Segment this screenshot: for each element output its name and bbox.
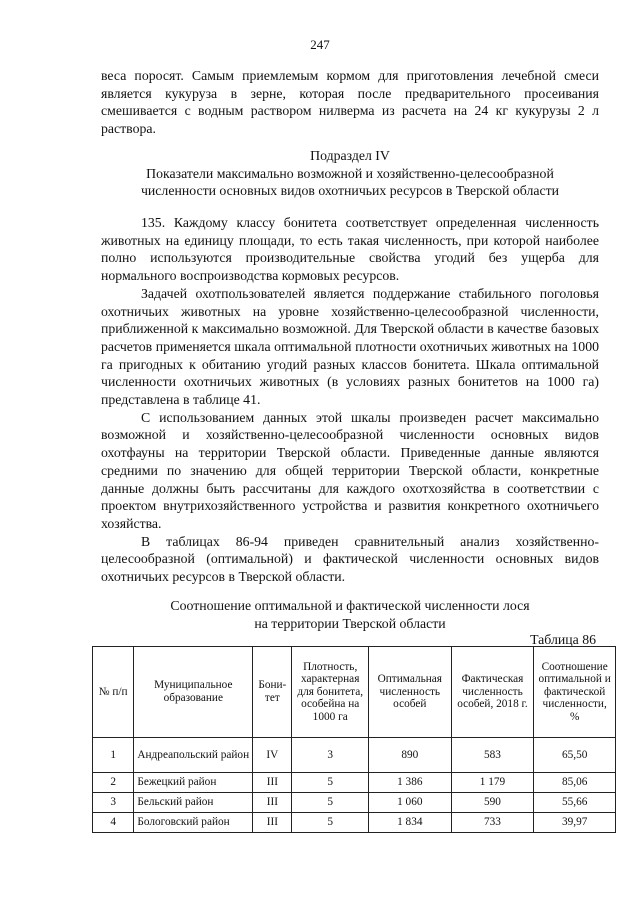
cell-bonitet: III xyxy=(253,813,292,833)
header-actual: Фактическая численность особей, 2018 г. xyxy=(451,647,534,738)
cell-actual: 590 xyxy=(451,793,534,813)
subsection-heading xyxy=(101,147,599,200)
header-number: № п/п xyxy=(93,647,134,738)
table-row xyxy=(93,793,616,813)
header-municipality: Муниципальное образование xyxy=(134,647,253,738)
cell-number: 3 xyxy=(93,793,134,813)
header-bonitet: Бони-тет xyxy=(253,647,292,738)
header-optimal: Оптимальная численность особей xyxy=(368,647,451,738)
subsection-subtitle-line1: Показатели максимально возможной и хозяйственно-целесообразной xyxy=(146,165,554,181)
table-label: Таблица 86 xyxy=(530,632,596,647)
cell-municipality: Андреапольский район xyxy=(134,738,253,773)
cell-municipality: Бельский район xyxy=(134,793,253,813)
table-row xyxy=(93,773,616,793)
cell-ratio: 39,97 xyxy=(534,813,616,833)
cell-bonitet: IV xyxy=(253,738,292,773)
paragraph-tables: В таблицах 86-94 приведен сравнительный анализ хозяйственно-целесообразной (оптимальной) и фактической численности основных видов охотничьих ресурсов в Тверской области. xyxy=(101,533,599,585)
header-density: Плотность, характерная для бонитета, особейна на 1000 га xyxy=(292,647,368,738)
cell-density: 5 xyxy=(292,773,368,793)
subsection-subtitle-line2: численности основных видов охотничьих ресурсов в Тверской области xyxy=(140,183,560,199)
table-caption-line1: Соотношение оптимальной и фактической численности лося xyxy=(170,598,530,613)
cell-optimal: 1 834 xyxy=(368,813,451,833)
body-text xyxy=(101,214,599,586)
subsection-title: Подраздел IV xyxy=(310,148,390,163)
cell-optimal: 1 060 xyxy=(368,793,451,813)
cell-municipality: Бежецкий район xyxy=(134,773,253,793)
cell-actual: 733 xyxy=(451,813,534,833)
cell-ratio: 85,06 xyxy=(534,773,616,793)
table-caption-line2: на территории Тверской области xyxy=(254,615,446,631)
cell-ratio: 65,50 xyxy=(534,738,616,773)
cell-actual: 1 179 xyxy=(451,773,534,793)
cell-optimal: 1 386 xyxy=(368,773,451,793)
paragraph-135: 135. Каждому классу бонитета соответствует определенная численность животных на единицу площади, то есть такая численность, при которой наиболее полно используются производительные свойства угодий без ущерба для нормального воспроизводства кормовых ресурсов. xyxy=(101,215,599,284)
table-row xyxy=(93,738,616,773)
intro-paragraph: веса поросят. Самым приемлемым кормом для приготовления лечебной смеси является кукуруза в зерне, которая после предварительного просеивания смешивается с водным раствором нилверма из расчета на 24 кг кукурузы 2 л раствора. xyxy=(101,68,599,137)
paragraph-scale: С использованием данных этой шкалы произведен расчет максимально возможной и хозяйственно-целесообразной численности основных видов охотфауны на территории Тверской области. Приведенные данные являются средними по значению для общей территории Тверской области, конкретные данные должны быть рассчитаны для каждого охотхозяйства в соответствии с проектом внутрихозяйственного устройства и развития конкретного охотничьего хозяйства. xyxy=(101,409,599,531)
paragraph-task: Задачей охотпользователей является поддержание стабильного поголовья охотничьих животных на уровне хозяйственно-целесообразной численности, приближенной к максимально возможной. Для Тверской области в качестве базовых расчетов применяется шкала оптимальной плотности охотничьих животных на 1000 га пригодных к обитанию угодий разных классов бонитета. Шкала оптимальной численности охотничьих животных (в условиях разных бонитетов на 1000 га) представлена в таблице 41. xyxy=(101,285,599,408)
cell-ratio: 55,66 xyxy=(534,793,616,813)
table-row xyxy=(93,813,616,833)
cell-number: 4 xyxy=(93,813,134,833)
cell-density: 3 xyxy=(292,738,368,773)
cell-density: 5 xyxy=(292,813,368,833)
page-number: 247 xyxy=(310,37,330,52)
moose-population-table xyxy=(92,646,616,833)
header-ratio: Соотношение оптимальной и фактической численности, % xyxy=(534,647,616,738)
cell-bonitet: III xyxy=(253,793,292,813)
cell-number: 2 xyxy=(93,773,134,793)
table-caption xyxy=(101,597,599,632)
table-header-row xyxy=(93,647,616,738)
cell-municipality: Бологовский район xyxy=(134,813,253,833)
cell-number: 1 xyxy=(93,738,134,773)
cell-density: 5 xyxy=(292,793,368,813)
cell-bonitet: III xyxy=(253,773,292,793)
cell-actual: 583 xyxy=(451,738,534,773)
cell-optimal: 890 xyxy=(368,738,451,773)
